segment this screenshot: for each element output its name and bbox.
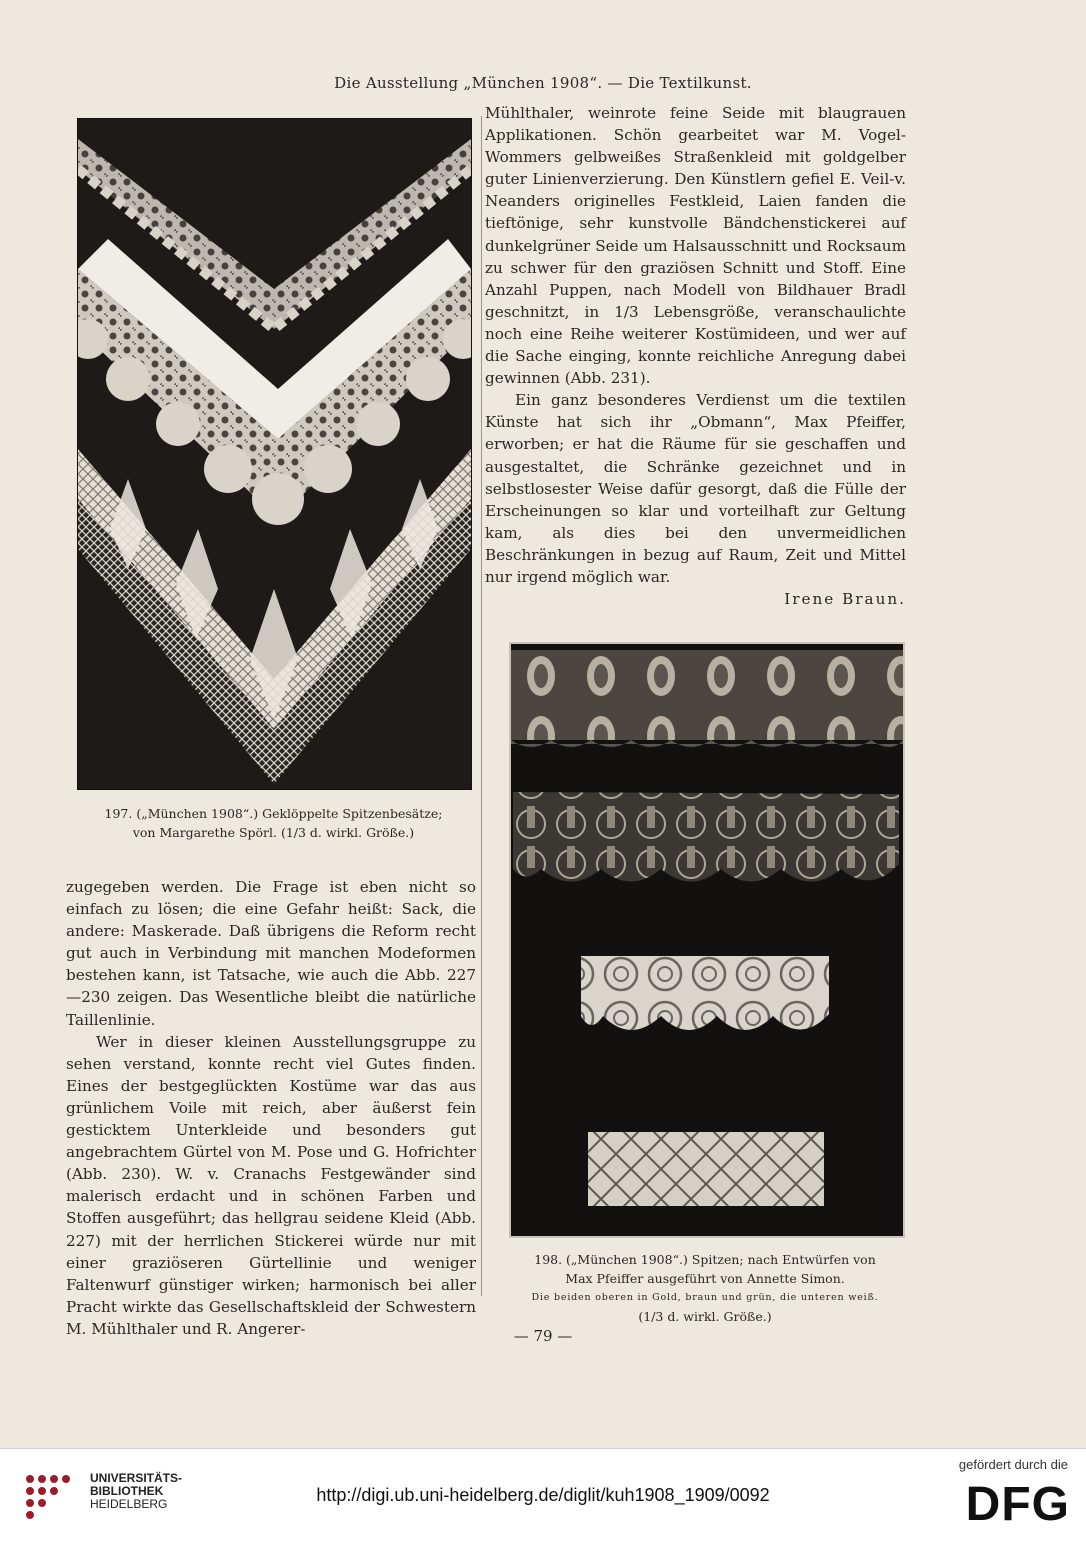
- caption-line: Max Pfeiffer ausgeführt von Annette Simon.: [565, 1271, 845, 1286]
- caption-line: 197. („München 1908“.) Geklöppelte Spitzenbesätze;: [104, 806, 443, 821]
- funding-label: gefördert durch die: [958, 1457, 1068, 1472]
- library-name-line: UNIVERSITÄTS-: [90, 1471, 183, 1485]
- page-number: — 79 —: [513, 1327, 573, 1345]
- paragraph: [66, 1031, 476, 1340]
- caption-line: von Margarethe Spörl. (1/3 d. wirkl. Größe.): [132, 825, 415, 840]
- caption-line: Die beiden oberen in Gold, braun und grün, die unteren weiß.: [531, 1292, 879, 1303]
- lace-strips-image: [511, 644, 903, 1236]
- library-name-line: BIBLIOTHEK: [90, 1484, 164, 1498]
- author-signature: Irene Braun.: [784, 590, 906, 609]
- column-rule: [481, 116, 482, 1296]
- figure-197-photo: [77, 118, 472, 790]
- dfg-logo: DFG: [965, 1478, 1070, 1531]
- figure-198-caption: [500, 1250, 910, 1326]
- running-title: Die Ausstellung „München 1908“. — Die Textilkunst.: [334, 74, 752, 92]
- figure-198-photo: [509, 642, 905, 1238]
- paragraph: Mühlthaler, weinrote feine Seide mit blaugrauen Applikationen. Schön gearbeitet war M. Vogel-Wommers gelbweißes Straßenkleid mit goldgelber guter Linienverzierung. Den Künstlern gefiel E. Veil-v. Neanders originelles Festkleid, Laien fanden die tieftönige, sehr kunstvolle Bändchenstickerei auf dunkelgrüner Seide um Halsausschnitt und Rocksaum zu schwer für den graziösen Schnitt und Stoff. Eine Anzahl Puppen, nach Modell von Bildhauer Bradl geschnitzt, in 1/3 Lebensgröße, veranschaulichte noch eine Reihe weiterer Kostümideen, und wer auf die Sache einging, konnte reichliche Anregung dabei gewinnen (Abb. 231).: [485, 104, 906, 388]
- right-column-text: [485, 102, 906, 610]
- paragraph: zugegeben werden. Die Frage ist eben nicht so einfach zu lösen; die eine Gefahr heißt: Sack, die andere: Maskerade. Daß übrigens die Reform recht gut auch in Verbindung mit manchen Modeformen bestehen kann, ist Tatsache, wie auch die Abb. 227—230 zeigen. Das Wesentliche bleibt die natürliche Taillenlinie.: [66, 878, 476, 1029]
- left-column-text: [66, 876, 476, 1340]
- paragraph-text: Ein ganz besonderes Verdienst um die textilen Künste hat sich ihr „Obmann“, Max Pfeiffer, erworben; er hat die Räume für sie geschaffen und ausgestaltet, die Schränke gezeichnet und in selbstlosester Weise dafür gesorgt, daß die Fülle der Erscheinungen so klar und vorteilhaft zur Geltung kam, als dies bei den unvermeidlichen Beschränkungen in bezug auf Raum, Zeit und Mittel nur irgend möglich war.: [485, 391, 906, 586]
- library-name-line: HEIDELBERG: [90, 1497, 168, 1511]
- caption-line: 198. („München 1908“.) Spitzen; nach Entwürfen von: [534, 1252, 876, 1267]
- lace-corners-image: [78, 119, 471, 789]
- caption-line: (1/3 d. wirkl. Größe.): [638, 1309, 772, 1324]
- paragraph: [485, 389, 906, 588]
- paragraph-text: Wer in dieser kleinen Ausstellungsgruppe zu sehen verstand, konnte recht viel Gutes finden. Eines der bestgeglückten Kostüme war das aus grünlichem Voile mit reich, aber äußerst fein gesticktem Unterkleide und besonders gut angebrachtem Gürtel von M. Pose und G. Hofrichter (Abb. 230). W. v. Cranachs Festgewänder sind malerisch erdacht und in schönen Farben und Stoffen ausgeführt; das hellgrau seidene Kleid (Abb. 227) mit der herrlichen Stickerei würde nur mit einer graziöseren Gürtellinie und weniger Faltenwurf günstiger wirken; harmonisch bei aller Pracht wirkte das Gesellschaftskleid der Schwestern M. Mühlthaler und R. Angerer-: [66, 1032, 476, 1338]
- figure-197-caption: [77, 804, 470, 842]
- digitization-footer: [0, 1448, 1086, 1546]
- author-line: [485, 588, 906, 610]
- source-url-link[interactable]: http://digi.ub.uni-heidelberg.de/diglit/kuh1908_1909/0092: [316, 1485, 770, 1505]
